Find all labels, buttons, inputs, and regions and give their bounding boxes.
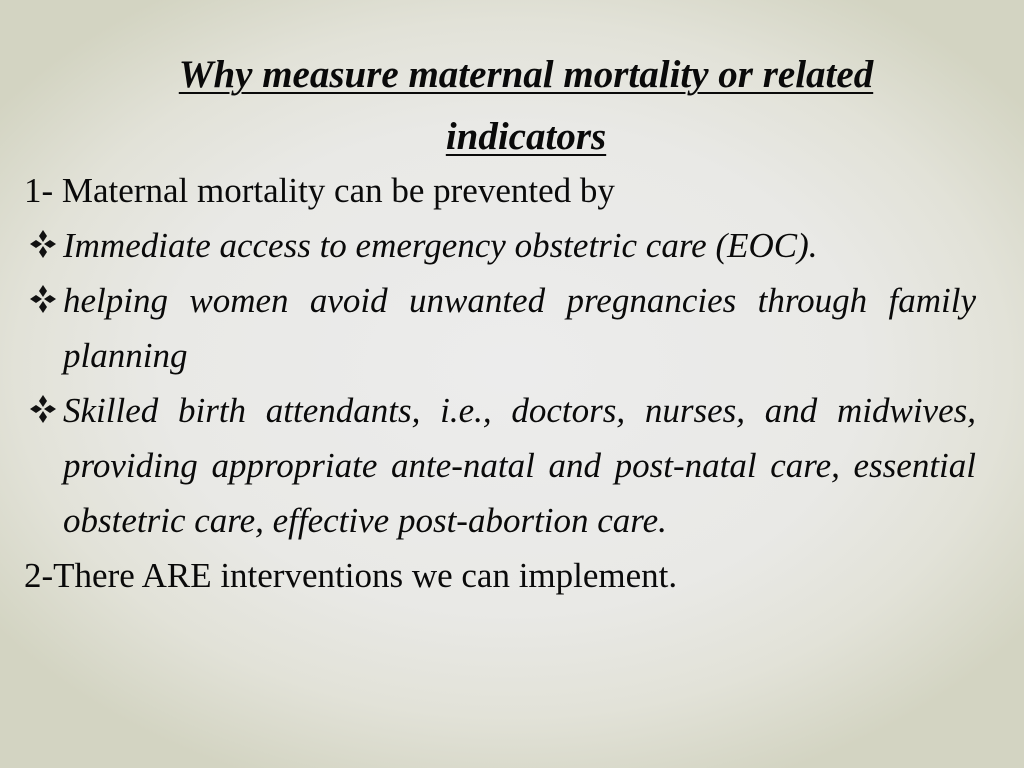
slide-body (24, 163, 976, 603)
slide-title-line-2: indicators (445, 115, 607, 158)
bullet-text: Skilled birth attendants, i.e., doctors, nurses, and midwives, providing appropriate ante-natal and post-natal care, essential obstetric care, effective post-abortion care. (63, 391, 976, 540)
slide-title-line-1: Why measure maternal mortality or related (178, 53, 874, 96)
bullet-item-immediate-access (24, 218, 976, 273)
point-2-text: 2-There ARE interventions we can implement. (24, 556, 678, 595)
point-1-text: 1- Maternal mortality can be prevented by (24, 171, 615, 210)
slide-title (120, 44, 932, 168)
four-diamond-bullet-icon (28, 284, 58, 314)
four-diamond-bullet-icon (28, 229, 58, 259)
bullet-item-family-planning (24, 273, 976, 383)
bullet-item-skilled-birth-attendants (24, 383, 976, 548)
four-diamond-bullet-icon (28, 394, 58, 424)
bullet-text: Immediate access to emergency obstetric care (EOC). (63, 226, 818, 265)
bullet-text: helping women avoid unwanted pregnancies through family planning (63, 281, 976, 375)
